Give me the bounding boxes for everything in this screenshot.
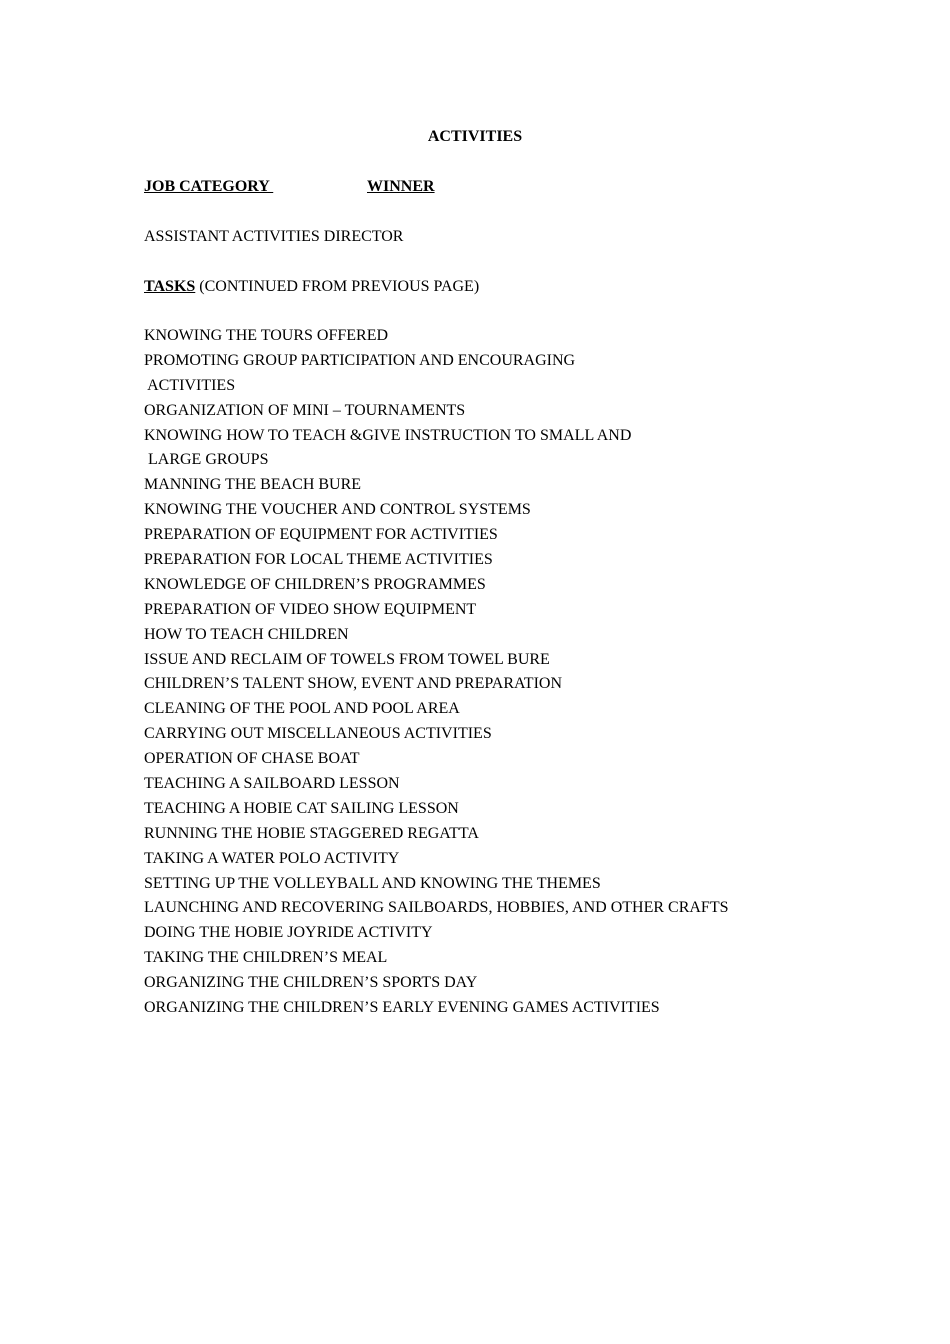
task-item: PREPARATION OF EQUIPMENT FOR ACTIVITIES [144,526,498,544]
task-item: PREPARATION FOR LOCAL THEME ACTIVITIES [144,551,493,569]
task-item: LAUNCHING AND RECOVERING SAILBOARDS, HOBBIES, AND OTHER CRAFTS [144,899,729,917]
task-item: MANNING THE BEACH BURE [144,476,362,494]
task-item: HOW TO TEACH CHILDREN [144,625,349,643]
task-item: TAKING THE CHILDREN’S MEAL [144,949,388,967]
tasks-note: (CONTINUED FROM PREVIOUS PAGE) [195,278,480,295]
task-item: PROMOTING GROUP PARTICIPATION AND ENCOURAGING [144,351,576,369]
task-item: TEACHING A HOBIE CAT SAILING LESSON [144,799,459,817]
task-item: ISSUE AND RECLAIM OF TOWELS FROM TOWEL BURE [144,650,550,668]
task-item: DOING THE HOBIE JOYRIDE ACTIVITY [144,924,433,942]
task-item: TAKING A WATER POLO ACTIVITY [144,849,400,867]
task-item: SETTING UP THE VOLLEYBALL AND KNOWING THE THEMES [144,874,601,892]
task-item: LARGE GROUPS [144,451,269,469]
job-category-heading: JOB CATEGORY [144,178,274,195]
winner-heading: WINNER [367,178,435,195]
tasks-label: TASKS [144,278,196,295]
task-item: CARRYING OUT MISCELLANEOUS ACTIVITIES [144,725,492,743]
task-item: KNOWLEDGE OF CHILDREN’S PROGRAMMES [144,575,486,593]
task-item: ORGANIZING THE CHILDREN’S EARLY EVENING GAMES ACTIVITIES [144,999,660,1017]
tasks-heading [144,276,479,298]
task-item: CLEANING OF THE POOL AND POOL AREA [144,700,460,718]
task-item: RUNNING THE HOBIE STAGGERED REGATTA [144,824,479,842]
task-item: TEACHING A SAILBOARD LESSON [144,775,400,793]
job-title: ASSISTANT ACTIVITIES DIRECTOR [144,228,404,245]
task-item: ORGANIZING THE CHILDREN’S SPORTS DAY [144,974,478,992]
task-list [144,325,728,1022]
task-item: OPERATION OF CHASE BOAT [144,750,360,768]
task-item: KNOWING THE TOURS OFFERED [144,327,389,344]
task-item: PREPARATION OF VIDEO SHOW EQUIPMENT [144,600,477,618]
task-item: ORGANIZATION OF MINI – TOURNAMENTS [144,401,466,419]
page-title: ACTIVITIES [427,128,523,145]
task-item: KNOWING THE VOUCHER AND CONTROL SYSTEMS [144,501,531,519]
task-item: ACTIVITIES [144,376,236,394]
task-item: CHILDREN’S TALENT SHOW, EVENT AND PREPARATION [144,675,563,693]
task-item: KNOWING HOW TO TEACH &GIVE INSTRUCTION TO SMALL AND [144,426,632,444]
column-header-row [144,176,435,198]
